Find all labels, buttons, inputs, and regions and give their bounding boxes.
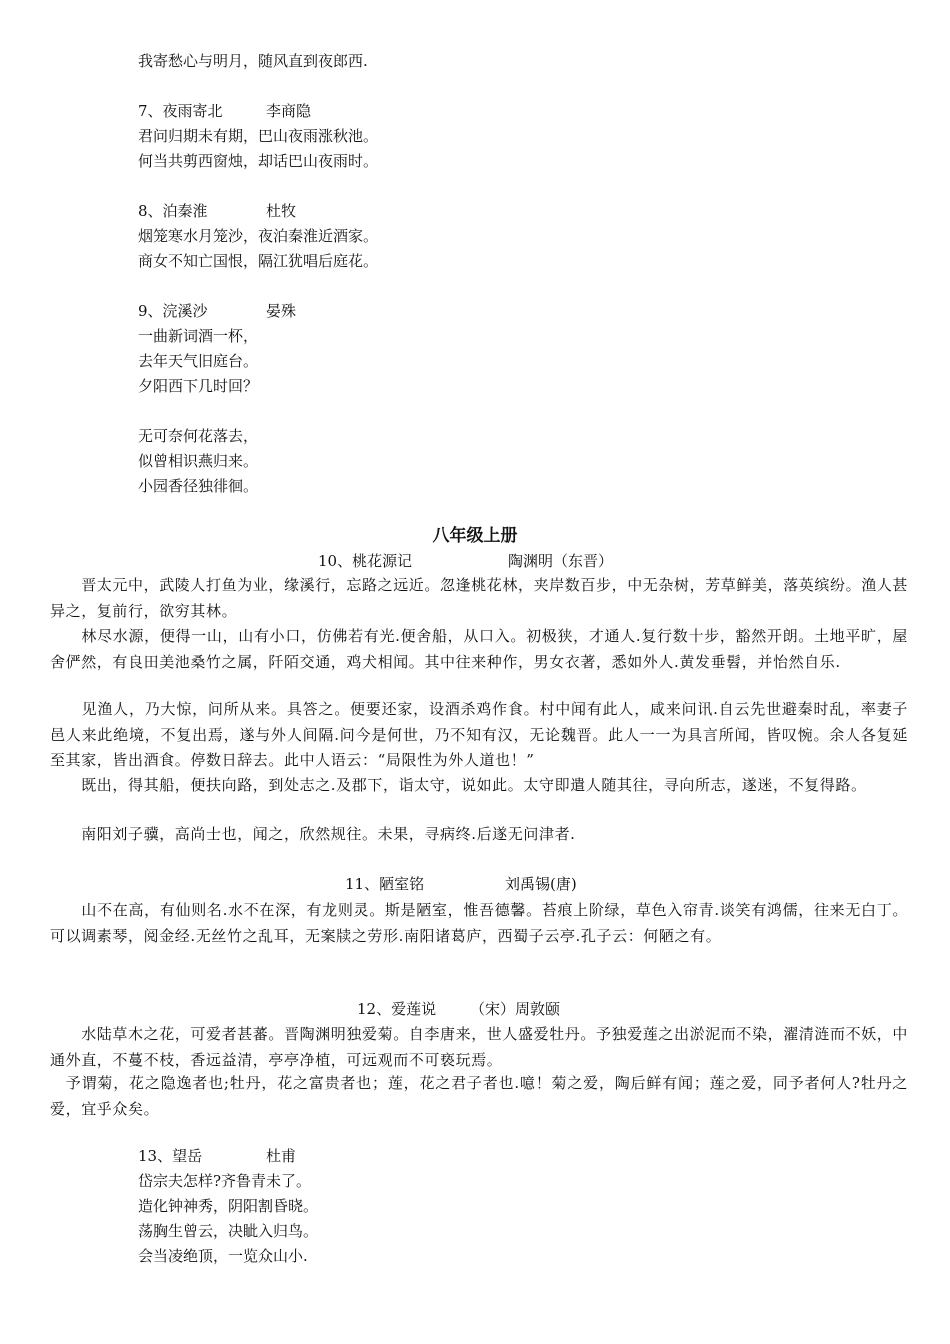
poem-author: 晏殊 bbox=[266, 302, 297, 320]
poem-title: 13、望岳 bbox=[138, 1147, 203, 1165]
poem-line: 造化钟神秀，阴阳割昏晓。 bbox=[138, 1197, 319, 1215]
poem-title: 8、泊秦淮 bbox=[138, 202, 208, 220]
poem-author: 李商隐 bbox=[266, 102, 312, 120]
poem-line: 小园香径独徘徊。 bbox=[138, 477, 259, 495]
poem-title: 9、浣溪沙 bbox=[138, 302, 208, 320]
poem-heading bbox=[138, 200, 297, 222]
prose-title: 12、爱莲说 bbox=[357, 1000, 437, 1018]
poem-line: 去年天气旧庭台。 bbox=[138, 352, 259, 370]
poem-line: 似曾相识燕归来。 bbox=[138, 452, 259, 470]
poem-author: 杜牧 bbox=[266, 202, 297, 220]
section-title: 八年级上册 bbox=[432, 526, 518, 546]
poem-heading bbox=[138, 100, 312, 122]
poem-line: 夕阳西下几时回？ bbox=[138, 377, 259, 395]
prose-paragraph: 水陆草木之花，可爱者甚蕃。晋陶渊明独爱菊。自李唐来，世人盛爱牡丹。予独爱莲之出淤泥而不染，濯清涟而不妖，中通外直，不蔓不枝，香远益清，亭亭净植，可远观而不可亵玩焉。 bbox=[50, 1025, 909, 1069]
prose-paragraph: 见渔人，乃大惊，问所从来。具答之。便要还家，设酒杀鸡作食。村中闻有此人，咸来问讯.自云先世避秦时乱，率妻子邑人来此绝境，不复出焉，遂与外人间隔.问今是何世，乃不知有汉，无论魏晋。此人一一为具言所闻，皆叹惋。余人各复延至其家，皆出酒食。停数日辞去。此中人语云：“局限性为外人道也！” bbox=[50, 700, 908, 770]
poem-title: 7、夜雨寄北 bbox=[138, 102, 223, 120]
poem-line: 无可奈何花落去， bbox=[138, 427, 259, 445]
poem-heading bbox=[138, 300, 297, 322]
poem-line: 一曲新词酒一杯， bbox=[138, 327, 259, 345]
poem-line: 岱宗夫怎样?齐鲁青未了。 bbox=[138, 1172, 312, 1190]
poem-line: 我寄愁心与明月，随风直到夜郎西. bbox=[138, 52, 368, 70]
prose-author: （宋）周敦颐 bbox=[470, 1000, 561, 1018]
poem-line: 商女不知亡国恨，隔江犹唱后庭花。 bbox=[138, 252, 379, 270]
prose-paragraph: 山不在高，有仙则名.水不在深，有龙则灵。斯是陋室，惟吾德馨。苔痕上阶绿，草色入帘青.谈笑有鸿儒，往来无白丁。可以调素琴，阅金经.无丝竹之乱耳，无案牍之劳形.南阳诸葛庐，西蜀子云亭.孔子云：何陋之有。 bbox=[50, 901, 908, 945]
prose-paragraph: 林尽水源，便得一山，山有小口，仿佛若有光.便舍船，从口入。初极狭，才通人.复行数十步，豁然开朗。土地平旷，屋舍俨然，有良田美池桑竹之属，阡陌交通，鸡犬相闻。其中往来种作，男女衣著，悉如外人.黄发垂髫，并怡然自乐. bbox=[50, 627, 908, 671]
poem-line: 会当凌绝顶，一览众山小. bbox=[138, 1247, 308, 1265]
poem-line: 君问归期未有期，巴山夜雨涨秋池。 bbox=[138, 127, 379, 145]
poem-line: 烟笼寒水月笼沙，夜泊秦淮近酒家。 bbox=[138, 227, 379, 245]
prose-paragraph: 予谓菊，花之隐逸者也;牡丹，花之富贵者也；莲，花之君子者也.噫！菊之爱，陶后鲜有闻；莲之爱，同予者何人?牡丹之爱，宜乎众矣。 bbox=[50, 1074, 908, 1118]
prose-paragraph: 南阳刘子骥，高尚士也，闻之，欣然规往。未果，寻病终.后遂无问津者. bbox=[50, 825, 576, 843]
poem-line: 荡胸生曾云，决眦入归鸟。 bbox=[138, 1222, 319, 1240]
prose-paragraph: 既出，得其船，便扶向路，到处志之.及郡下，诣太守，说如此。太守即遣人随其往，寻向所志，遂迷，不复得路。 bbox=[50, 776, 867, 794]
poem-line: 何当共剪西窗烛，却话巴山夜雨时。 bbox=[138, 152, 379, 170]
prose-title: 11、陋室铭 bbox=[345, 875, 425, 893]
prose-paragraph: 晋太元中，武陵人打鱼为业，缘溪行，忘路之远近。忽逢桃花林，夹岸数百步，中无杂树，芳草鲜美，落英缤纷。渔人甚异之，复前行，欲穷其林。 bbox=[50, 576, 909, 620]
prose-title: 10、桃花源记 bbox=[318, 552, 413, 570]
prose-author: 陶渊明（东晋） bbox=[508, 552, 614, 570]
prose-author: 刘禹锡(唐) bbox=[505, 875, 577, 893]
poem-author: 杜甫 bbox=[266, 1147, 297, 1165]
poem-heading bbox=[138, 1145, 297, 1167]
